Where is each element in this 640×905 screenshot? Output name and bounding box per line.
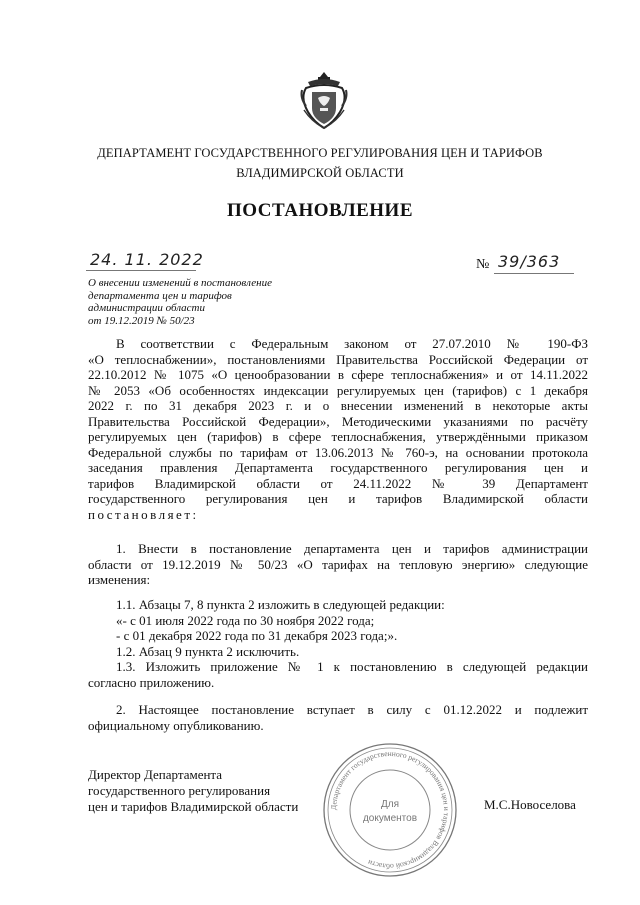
sub-item-line: - с 01 декабря 2022 года по 31 декабря 2023 года;». <box>116 628 398 643</box>
date-underline <box>86 270 196 271</box>
preamble-line: Федеральной службы по тарифам от 13.06.2013 № 760-э, на основании протокола <box>88 444 588 460</box>
preamble-line: 22.10.2012 № 1075 «О ценообразовании в сфере теплоснабжения» и от 14.11.2022 <box>88 367 588 382</box>
item-2-line: 2. Настоящее постановление вступает в силу с 01.12.2022 и подлежит <box>116 702 588 717</box>
department-name-line1: ДЕПАРТАМЕНТ ГОСУДАРСТВЕННОГО РЕГУЛИРОВАНИЯ ЦЕН И ТАРИФОВ <box>97 146 543 160</box>
stamp-center-line1: Для <box>380 799 400 810</box>
handwritten-number: 39/363 <box>498 252 561 271</box>
preamble-line: Правительства Российской Федерации», Методическими указаниями по расчёту <box>88 413 588 429</box>
number-sign: № <box>476 257 490 272</box>
document-title: ПОСТАНОВЛЕНИЕ <box>226 200 414 221</box>
sub-items <box>88 597 588 690</box>
subject-block <box>88 277 328 327</box>
subject-line: администрации области <box>88 302 205 314</box>
number-underline <box>494 273 574 274</box>
sub-item-line: 1.3. Изложить приложение № 1 к постановлению в следующей редакции <box>116 659 588 674</box>
preamble-line: тарифов Владимирской области от 24.11.2022 № 39 Департамент <box>88 475 588 491</box>
preamble-line: № 2053 «Об особенностях индексации регулируемых цен (тарифов) с 1 декабря <box>88 382 588 398</box>
subject-line: О внесении изменений в постановление <box>88 277 272 289</box>
item-2-line: официальному опубликованию. <box>88 717 264 733</box>
preamble-line: 2022 г. по 31 декабря 2023 г. и о внесении изменений в некоторые акты <box>88 398 588 413</box>
preamble-paragraph <box>88 336 588 522</box>
signatory-position-line: государственного регулирования <box>88 783 271 798</box>
preamble-line: заседания правления Департамента государственного регулирования цен и <box>88 460 588 475</box>
department-name-line2: ВЛАДИМИРСКОЙ ОБЛАСТИ <box>236 166 404 180</box>
sub-item-line: согласно приложению. <box>88 674 215 690</box>
signatory-position <box>88 767 298 815</box>
sub-item-line: «- с 01 июля 2022 года по 30 ноября 2022 года; <box>116 612 375 628</box>
item-1-line: области от 19.12.2019 № 50/23 «О тарифах на тепловую энергию» следующие <box>88 556 588 572</box>
item-1-paragraph <box>88 541 588 588</box>
sub-item-line: 1.1. Абзацы 7, 8 пункта 2 изложить в следующей редакции: <box>116 597 445 612</box>
signatory-name: М.С.Новоселова <box>484 797 576 812</box>
sub-item-line: 1.2. Абзац 9 пункта 2 исключить. <box>116 643 300 659</box>
preamble-line-resolves: постановляет: <box>88 506 199 522</box>
stamp-center-line2: документов <box>362 813 418 824</box>
signatory-position-line: цен и тарифов Владимирской области <box>88 799 299 814</box>
handwritten-date: 24. 11. 2022 <box>90 250 204 269</box>
stamp-ring-text: Департамент государственного регулирования цен и тарифов Владимирской области <box>328 748 452 872</box>
coat-of-arms-icon <box>298 70 350 132</box>
item-1-line: 1. Внести в постановление департамента цен и тарифов администрации <box>116 541 588 556</box>
preamble-line: В соответствии с Федеральным законом от 27.07.2010 № 190-ФЗ <box>116 336 588 351</box>
item-2-paragraph <box>88 702 588 733</box>
subject-line: департамента цен и тарифов <box>88 289 232 302</box>
item-1-line: изменения: <box>88 572 151 587</box>
subject-line: от 19.12.2019 № 50/23 <box>88 314 195 327</box>
preamble-line: «О теплоснабжении», постановлениями Правительства Российской Федерации от <box>88 351 588 367</box>
signatory-position-line: Директор Департамента <box>88 767 223 782</box>
preamble-line: государственного регулирования цен и тарифов Владимирской области <box>88 491 588 506</box>
stamp-seal-icon <box>320 740 460 880</box>
preamble-line: регулируемых цен (тарифов) в сфере теплоснабжения, утверждёнными приказом <box>88 429 588 444</box>
